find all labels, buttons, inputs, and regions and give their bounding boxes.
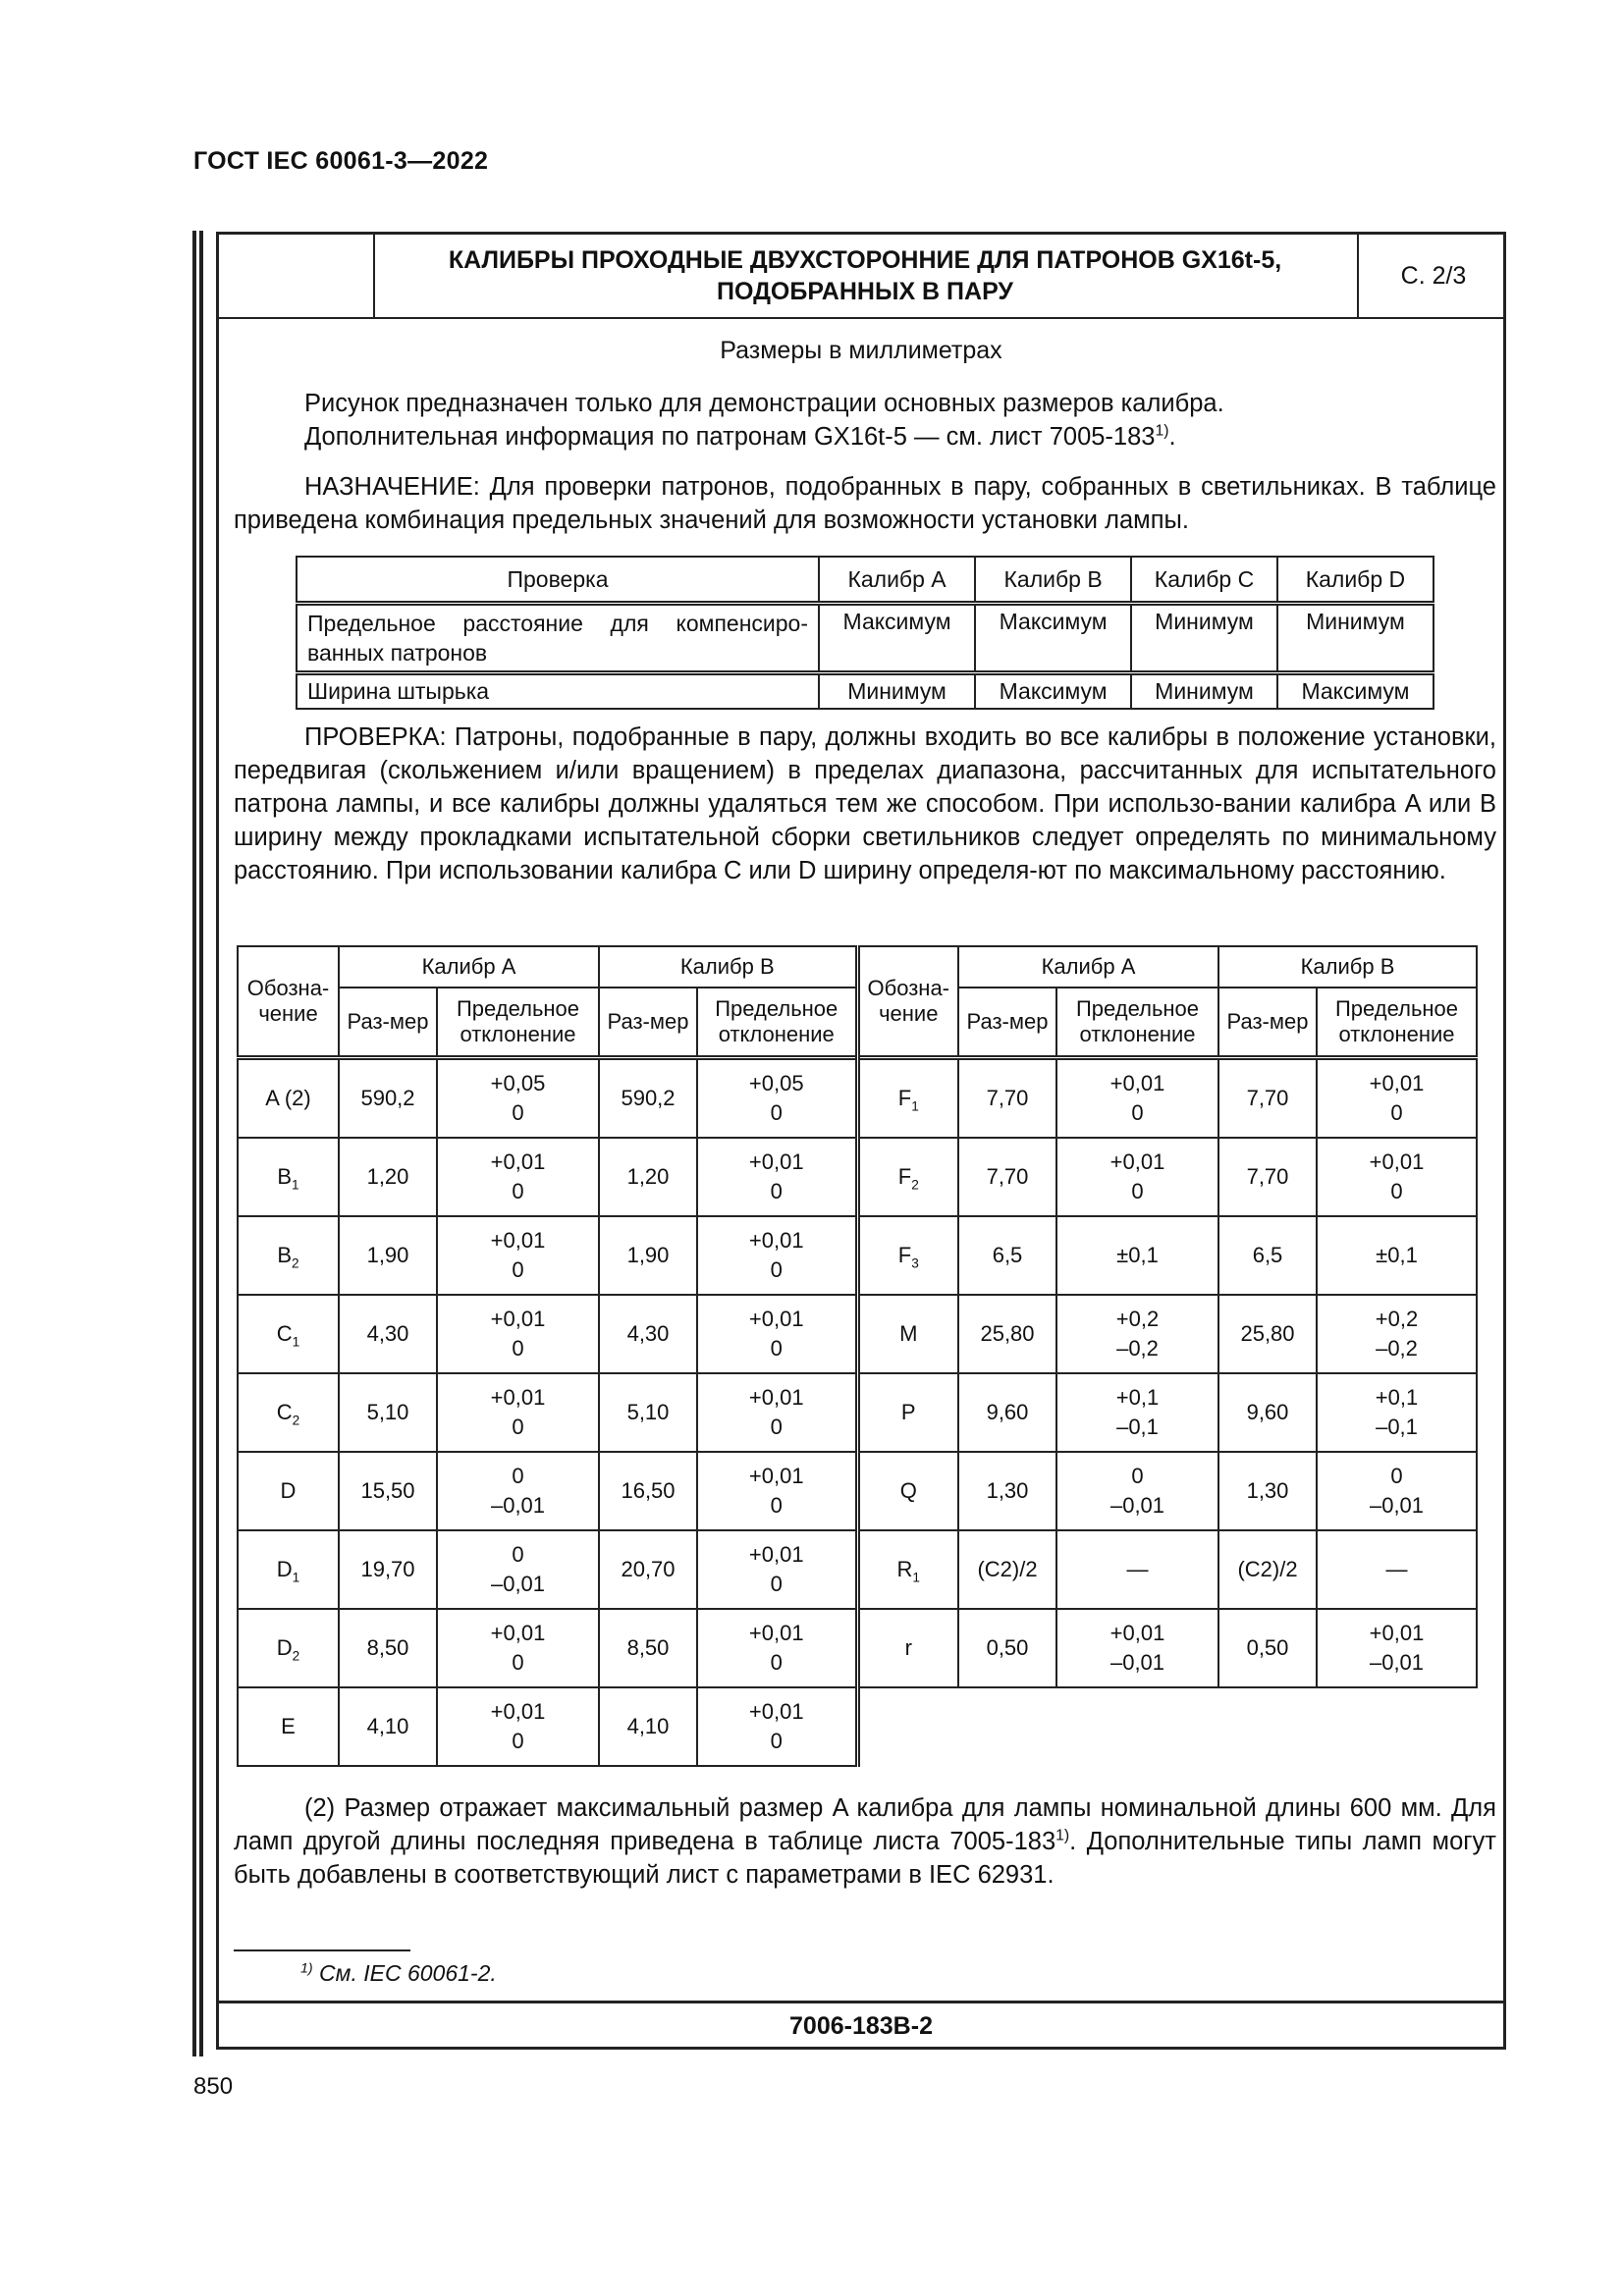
size-cell: 16,50 bbox=[599, 1452, 697, 1530]
deviation-cell bbox=[437, 1138, 599, 1216]
size-cell: 6,5 bbox=[958, 1216, 1056, 1295]
size-cell: 4,10 bbox=[339, 1687, 437, 1766]
deviation-lower: –0,01 bbox=[1109, 1650, 1165, 1675]
table-row bbox=[238, 1687, 1477, 1766]
deviation-lower: 0 bbox=[512, 1100, 524, 1125]
deviation-cell bbox=[697, 1295, 857, 1373]
designation-letter: C bbox=[276, 1400, 293, 1424]
table-cell: Минимум bbox=[819, 673, 975, 710]
designation-index: 1 bbox=[912, 1570, 920, 1585]
deviation-upper: +0,01 bbox=[1369, 1621, 1425, 1645]
dimension-table-header bbox=[238, 946, 1477, 988]
designation-letter: D bbox=[280, 1478, 297, 1503]
size-cell: 8,50 bbox=[339, 1609, 437, 1687]
designation-letter: C bbox=[276, 1321, 293, 1346]
designation-cell bbox=[857, 1530, 958, 1609]
check-label: Предельное расстояние для компенсиро-ванных патронов bbox=[297, 604, 819, 673]
footnote-ref: 1) bbox=[1155, 422, 1169, 440]
designation-cell bbox=[238, 1373, 339, 1452]
margin-rule bbox=[199, 231, 203, 2056]
deviation-upper: +0,1 bbox=[1115, 1385, 1160, 1410]
table-cell: Максимум bbox=[1277, 673, 1434, 710]
designation-cell bbox=[857, 1609, 958, 1687]
purpose-paragraph: НАЗНАЧЕНИЕ: Для проверки патронов, подобранных в пару, собранных в светильниках. В таблице приведена комбинация предельных значений для возможности установки лампы. bbox=[234, 473, 1496, 534]
size-cell: 20,70 bbox=[599, 1530, 697, 1609]
size-cell: 0,50 bbox=[958, 1609, 1056, 1687]
header-gauge-d: Калибр D bbox=[1277, 557, 1434, 604]
deviation-cell bbox=[1056, 1530, 1218, 1609]
deviation-upper: +0,01 bbox=[490, 1307, 546, 1331]
deviation-cell bbox=[1056, 1058, 1218, 1139]
deviation-lower: 0 bbox=[770, 1729, 783, 1753]
table-cell: Минимум bbox=[1277, 604, 1434, 673]
table-cell: Максимум bbox=[975, 673, 1131, 710]
header-deviation: Предельное отклонение bbox=[697, 988, 857, 1058]
deviation-cell bbox=[1317, 1373, 1477, 1452]
designation-letter: F bbox=[897, 1164, 912, 1189]
size-cell: 7,70 bbox=[1218, 1058, 1317, 1139]
header-size: Раз-мер bbox=[339, 988, 437, 1058]
size-cell: 25,80 bbox=[958, 1295, 1056, 1373]
table-cell: Максимум bbox=[975, 604, 1131, 673]
deviation-upper: +0,01 bbox=[1109, 1149, 1165, 1174]
size-cell: 1,20 bbox=[599, 1138, 697, 1216]
header-designation: Обозна-чение bbox=[857, 946, 958, 1058]
check-table bbox=[296, 556, 1434, 710]
table-row bbox=[238, 1452, 1477, 1530]
deviation-cell bbox=[1317, 1295, 1477, 1373]
size-cell: 590,2 bbox=[599, 1058, 697, 1139]
designation-index: 1 bbox=[292, 1570, 300, 1585]
deviation-lower: 0 bbox=[512, 1179, 524, 1203]
deviation-upper: — bbox=[1385, 1557, 1408, 1581]
size-cell: 7,70 bbox=[1218, 1138, 1317, 1216]
size-cell: 5,10 bbox=[339, 1373, 437, 1452]
deviation-lower: 0 bbox=[512, 1650, 524, 1675]
table-cell: Максимум bbox=[819, 604, 975, 673]
title-line-1: КАЛИБРЫ ПРОХОДНЫЕ ДВУХСТОРОННИЕ ДЛЯ ПАТРОНОВ GX16t-5, bbox=[448, 246, 1282, 274]
deviation-lower: 0 bbox=[770, 1572, 783, 1596]
dimension-table bbox=[237, 945, 1478, 1767]
deviation-upper: +0,01 bbox=[490, 1699, 546, 1724]
header-gauge-b: Калибр B bbox=[1218, 946, 1477, 988]
deviation-upper: +0,01 bbox=[748, 1699, 804, 1724]
deviation-cell bbox=[1317, 1216, 1477, 1295]
deviation-lower: –0,01 bbox=[1369, 1493, 1425, 1518]
deviation-upper: +0,01 bbox=[748, 1228, 804, 1253]
title-row bbox=[219, 235, 1503, 319]
deviation-cell bbox=[437, 1058, 599, 1139]
deviation-cell bbox=[1056, 1609, 1218, 1687]
deviation-cell bbox=[1317, 1138, 1477, 1216]
designation-index: 1 bbox=[911, 1098, 919, 1114]
deviation-lower: –0,2 bbox=[1376, 1336, 1418, 1361]
deviation-lower: –0,01 bbox=[490, 1572, 546, 1596]
designation-cell bbox=[238, 1609, 339, 1687]
table-cell: Минимум bbox=[1131, 673, 1277, 710]
designation-letter: B bbox=[277, 1243, 293, 1267]
footnote bbox=[300, 1960, 497, 1987]
designation-cell bbox=[238, 1058, 339, 1139]
sheet-number: С. 2/3 bbox=[1357, 235, 1508, 317]
deviation-lower: 0 bbox=[770, 1650, 783, 1675]
table-row bbox=[297, 673, 1434, 710]
size-cell: 1,20 bbox=[339, 1138, 437, 1216]
check-label: Ширина штырька bbox=[297, 673, 819, 710]
sheet-code: 7006-183B-2 bbox=[219, 2001, 1503, 2050]
header-gauge-a: Калибр A bbox=[958, 946, 1218, 988]
deviation-cell bbox=[697, 1687, 857, 1766]
designation-cell bbox=[238, 1295, 339, 1373]
size-cell: 8,50 bbox=[599, 1609, 697, 1687]
header-gauge-b: Калибр B bbox=[599, 946, 857, 988]
designation-index: 1 bbox=[292, 1334, 300, 1350]
deviation-upper: +0,05 bbox=[748, 1071, 804, 1095]
deviation-upper: +0,01 bbox=[1109, 1621, 1165, 1645]
deviation-cell bbox=[1317, 1452, 1477, 1530]
sheet-title bbox=[375, 235, 1355, 317]
deviation-lower: –0,1 bbox=[1376, 1415, 1418, 1439]
deviation-cell bbox=[437, 1216, 599, 1295]
title-line-2: ПОДОБРАННЫХ В ПАРУ bbox=[717, 278, 1013, 305]
deviation-cell bbox=[1056, 1373, 1218, 1452]
header-gauge-a: Калибр A bbox=[339, 946, 599, 988]
table-row bbox=[238, 1609, 1477, 1687]
table-row bbox=[238, 1138, 1477, 1216]
header-designation: Обозна-чение bbox=[238, 946, 339, 1058]
size-cell: 1,90 bbox=[599, 1216, 697, 1295]
deviation-cell bbox=[1317, 1609, 1477, 1687]
deviation-lower: 0 bbox=[1390, 1179, 1403, 1203]
size-cell: 7,70 bbox=[958, 1058, 1056, 1139]
deviation-lower: 0 bbox=[1131, 1179, 1144, 1203]
size-cell: 0,50 bbox=[1218, 1609, 1317, 1687]
table-row bbox=[297, 604, 1434, 673]
deviation-cell bbox=[697, 1058, 857, 1139]
footnote-text: См. IEC 60061-2. bbox=[312, 1960, 497, 1986]
deviation-upper: ±0,1 bbox=[1116, 1243, 1159, 1267]
deviation-lower: 0 bbox=[512, 1257, 524, 1282]
header-deviation: Предельное отклонение bbox=[1317, 988, 1477, 1058]
deviation-lower: 0 bbox=[512, 1415, 524, 1439]
dimension-table-body bbox=[238, 1058, 1477, 1767]
deviation-cell bbox=[1056, 1216, 1218, 1295]
designation-cell bbox=[857, 1216, 958, 1295]
header-gauge-a: Калибр A bbox=[819, 557, 975, 604]
deviation-lower: –0,01 bbox=[1109, 1493, 1165, 1518]
deviation-lower: –0,2 bbox=[1116, 1336, 1159, 1361]
size-cell: 7,70 bbox=[958, 1138, 1056, 1216]
designation-cell bbox=[238, 1530, 339, 1609]
designation-letter: F bbox=[897, 1086, 912, 1110]
size-cell: 5,10 bbox=[599, 1373, 697, 1452]
designation-index: 2 bbox=[292, 1255, 299, 1271]
size-cell: 9,60 bbox=[1218, 1373, 1317, 1452]
deviation-upper: +0,01 bbox=[748, 1621, 804, 1645]
deviation-cell bbox=[1317, 1058, 1477, 1139]
deviation-cell bbox=[1056, 1452, 1218, 1530]
deviation-upper: 0 bbox=[512, 1542, 524, 1567]
designation-cell bbox=[238, 1216, 339, 1295]
designation-letter: D bbox=[276, 1557, 293, 1581]
size-cell: 19,70 bbox=[339, 1530, 437, 1609]
designation-letter: Q bbox=[899, 1478, 917, 1503]
size-cell: (C2)/2 bbox=[1218, 1530, 1317, 1609]
deviation-upper: +0,2 bbox=[1375, 1307, 1419, 1331]
intro-line-1: Рисунок предназначен только для демонстрации основных размеров калибра. bbox=[304, 390, 1224, 417]
size-cell: 15,50 bbox=[339, 1452, 437, 1530]
footnote-divider bbox=[234, 1949, 410, 1951]
deviation-lower: 0 bbox=[512, 1336, 524, 1361]
deviation-cell bbox=[437, 1295, 599, 1373]
deviation-cell bbox=[697, 1609, 857, 1687]
header-check: Проверка bbox=[297, 557, 819, 604]
deviation-upper: +0,01 bbox=[1109, 1071, 1165, 1095]
table-row bbox=[238, 1530, 1477, 1609]
margin-rule bbox=[192, 231, 196, 2056]
deviation-upper: +0,01 bbox=[490, 1385, 546, 1410]
deviation-lower: 0 bbox=[770, 1415, 783, 1439]
designation-index: 1 bbox=[292, 1177, 299, 1193]
header-deviation: Предельное отклонение bbox=[437, 988, 599, 1058]
designation-cell bbox=[857, 1295, 958, 1373]
designation-letter: M bbox=[899, 1321, 918, 1346]
deviation-cell bbox=[437, 1530, 599, 1609]
designation-index: 2 bbox=[292, 1413, 300, 1428]
deviation-lower: 0 bbox=[770, 1493, 783, 1518]
size-cell: 9,60 bbox=[958, 1373, 1056, 1452]
deviation-upper: +0,01 bbox=[748, 1542, 804, 1567]
designation-cell bbox=[238, 1687, 339, 1766]
designation-letter: D bbox=[276, 1635, 293, 1660]
size-cell: 6,5 bbox=[1218, 1216, 1317, 1295]
designation-letter: F bbox=[897, 1243, 912, 1267]
deviation-cell bbox=[1056, 1138, 1218, 1216]
note-paragraph: (2) Размер отражает максимальный размер A калибра для лампы номинальной длины 600 мм. Для ламп другой длины последняя приведена в таблице листа 7005-183$^{1)}$. Дополнительные типы ламп могут быть добавлены в соответствующий лист с параметрами в IEC 62931. bbox=[234, 1794, 1496, 1889]
deviation-upper: +0,01 bbox=[490, 1621, 546, 1645]
deviation-upper: +0,2 bbox=[1115, 1307, 1160, 1331]
sheet-frame bbox=[216, 232, 1506, 2050]
header-deviation: Предельное отклонение bbox=[1056, 988, 1218, 1058]
header-size: Раз-мер bbox=[599, 988, 697, 1058]
designation-letter: E bbox=[281, 1714, 296, 1738]
header-gauge-b: Калибр B bbox=[975, 557, 1131, 604]
footnote-mark: 1) bbox=[300, 1960, 313, 1977]
footnote-ref: 1) bbox=[1055, 1827, 1070, 1844]
deviation-upper: ±0,1 bbox=[1376, 1243, 1418, 1267]
deviation-lower: –0,01 bbox=[1369, 1650, 1425, 1675]
deviation-cell bbox=[1056, 1295, 1218, 1373]
title-left-cell bbox=[219, 235, 375, 317]
size-cell: 1,30 bbox=[1218, 1452, 1317, 1530]
deviation-upper: +0,01 bbox=[1369, 1149, 1425, 1174]
table-row bbox=[238, 1058, 1477, 1139]
size-cell: 4,30 bbox=[339, 1295, 437, 1373]
size-cell: 25,80 bbox=[1218, 1295, 1317, 1373]
intro-paragraph: Рисунок предназначен только для демонстрации основных размеров калибра. Дополнительная информация по патронам GX16t-5 — см. лист 7005-183$^{1)}$. bbox=[304, 390, 1224, 451]
deviation-upper: +0,05 bbox=[490, 1071, 546, 1095]
intro-line-2: Дополнительная информация по патронам GX16t-5 — см. лист 7005-183 bbox=[304, 423, 1156, 451]
designation-cell bbox=[857, 1452, 958, 1530]
header-gauge-c: Калибр C bbox=[1131, 557, 1277, 604]
deviation-lower: 0 bbox=[1390, 1100, 1403, 1125]
designation-letter: R bbox=[896, 1557, 913, 1581]
deviation-cell bbox=[437, 1373, 599, 1452]
deviation-lower: –0,1 bbox=[1116, 1415, 1159, 1439]
deviation-lower: 0 bbox=[512, 1729, 524, 1753]
deviation-upper: +0,01 bbox=[748, 1464, 804, 1488]
designation-cell bbox=[857, 1373, 958, 1452]
deviation-cell bbox=[437, 1609, 599, 1687]
header-size: Раз-мер bbox=[1218, 988, 1317, 1058]
deviation-upper: +0,01 bbox=[1369, 1071, 1425, 1095]
check-table-header bbox=[297, 557, 1434, 604]
deviation-lower: 0 bbox=[770, 1257, 783, 1282]
designation-cell bbox=[238, 1138, 339, 1216]
deviation-cell bbox=[697, 1373, 857, 1452]
size-cell: 1,30 bbox=[958, 1452, 1056, 1530]
deviation-upper: +0,01 bbox=[490, 1228, 546, 1253]
size-cell: (C2)/2 bbox=[958, 1530, 1056, 1609]
deviation-upper: +0,01 bbox=[748, 1385, 804, 1410]
deviation-upper: +0,01 bbox=[748, 1149, 804, 1174]
size-cell: 4,10 bbox=[599, 1687, 697, 1766]
table-row bbox=[238, 1216, 1477, 1295]
deviation-upper: +0,01 bbox=[748, 1307, 804, 1331]
deviation-lower: 0 bbox=[1131, 1100, 1144, 1125]
header-size: Раз-мер bbox=[958, 988, 1056, 1058]
table-row bbox=[238, 1373, 1477, 1452]
deviation-cell bbox=[697, 1530, 857, 1609]
verification-paragraph: ПРОВЕРКА: Патроны, подобранные в пару, должны входить во все калибры в положение установки, передвигая (скольжением и/или вращением) в пределах диапазона, рассчитанных для испытательного патрона лампы, и все калибры должны удаляться тем же способом. При использо-вании калибра A или B ширину между прокладками испытательной сборки светильников следует определять по минимальному расстоянию. При использовании калибра C или D ширину определя-ют по максимальному расстоянию. bbox=[234, 723, 1496, 884]
size-cell: 590,2 bbox=[339, 1058, 437, 1139]
designation-cell bbox=[238, 1452, 339, 1530]
table-row bbox=[238, 1295, 1477, 1373]
deviation-lower: 0 bbox=[770, 1100, 783, 1125]
deviation-lower: 0 bbox=[770, 1336, 783, 1361]
size-cell: 1,90 bbox=[339, 1216, 437, 1295]
deviation-upper: +0,1 bbox=[1375, 1385, 1419, 1410]
size-cell: 4,30 bbox=[599, 1295, 697, 1373]
deviation-cell bbox=[697, 1452, 857, 1530]
units-note: Размеры в миллиметрах bbox=[720, 337, 1002, 364]
empty-cell bbox=[857, 1687, 1477, 1766]
deviation-lower: –0,01 bbox=[490, 1493, 546, 1518]
designation-index: 2 bbox=[911, 1177, 919, 1193]
deviation-cell bbox=[437, 1452, 599, 1530]
designation-letter: A (2) bbox=[265, 1086, 311, 1110]
table-cell: Минимум bbox=[1131, 604, 1277, 673]
designation-letter: P bbox=[900, 1400, 916, 1424]
designation-cell bbox=[857, 1058, 958, 1139]
designation-letter: B bbox=[277, 1164, 293, 1189]
deviation-upper: 0 bbox=[512, 1464, 524, 1488]
deviation-upper: +0,01 bbox=[490, 1149, 546, 1174]
deviation-upper: 0 bbox=[1390, 1464, 1403, 1488]
deviation-cell bbox=[1317, 1530, 1477, 1609]
deviation-cell bbox=[437, 1687, 599, 1766]
designation-cell bbox=[857, 1138, 958, 1216]
designation-index: 3 bbox=[911, 1255, 919, 1271]
deviation-upper: — bbox=[1126, 1557, 1149, 1581]
designation-letter: r bbox=[904, 1635, 912, 1660]
designation-index: 2 bbox=[292, 1648, 300, 1664]
deviation-cell bbox=[697, 1138, 857, 1216]
deviation-cell bbox=[697, 1216, 857, 1295]
page-number: 850 bbox=[193, 2073, 234, 2100]
document-header: ГОСТ IEC 60061-3—2022 bbox=[193, 147, 489, 175]
deviation-lower: 0 bbox=[770, 1179, 783, 1203]
deviation-upper: 0 bbox=[1131, 1464, 1144, 1488]
